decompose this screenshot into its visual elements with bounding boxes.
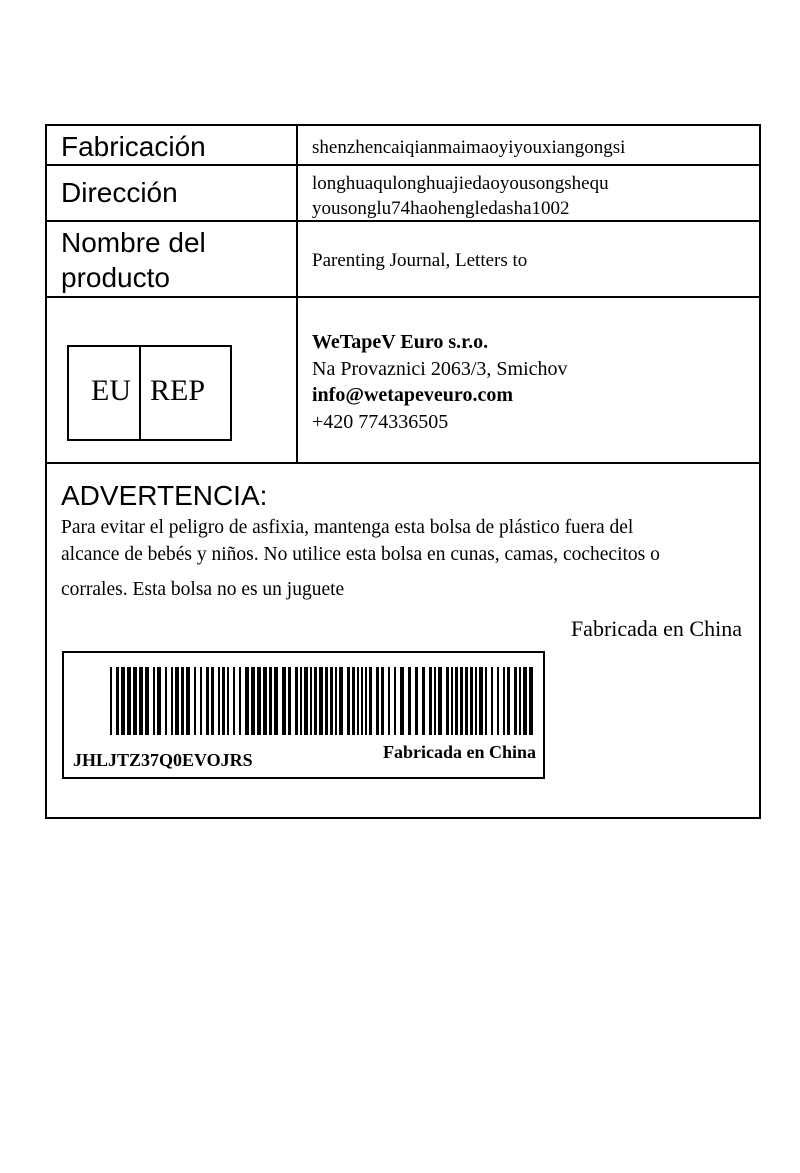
made-in-text: Fabricada en China [570, 616, 742, 641]
divider [47, 164, 759, 166]
divider [47, 220, 759, 222]
column-divider [296, 126, 298, 462]
eu-rep-phone: +420 774336505 [312, 410, 449, 433]
product-name-label-line-1: Nombre del [61, 227, 206, 258]
product-label [45, 124, 761, 819]
manufacturer-label: Fabricación [61, 131, 206, 162]
barcode-caption: Fabricada en China [382, 742, 536, 762]
eu-rep-symbol [67, 345, 232, 441]
manufacturer-value: shenzhencaiqianmaimaoyiyouxiangongsi [312, 137, 626, 158]
barcode-box [62, 651, 545, 779]
warning-title: ADVERTENCIA: [61, 480, 268, 511]
eu-rep-symbol-divider [139, 347, 141, 439]
eu-rep-company: WeTapeV Euro s.r.o. [312, 331, 489, 353]
barcode-number: JHLJTZ37Q0EVOJRS [73, 750, 253, 770]
eu-rep-address: Na Provaznici 2063/3, Smichov [312, 357, 568, 380]
eu-rep-symbol-rep: REP [150, 374, 206, 407]
address-line-2: yousonglu74haohengledasha1002 [312, 198, 570, 219]
warning-line-2: alcance de bebés y niños. No utilice esta bolsa en cunas, camas, cochecitos o [61, 544, 660, 565]
eu-rep-details [312, 329, 568, 435]
barcode-icon [110, 667, 538, 735]
product-name-label-line-2: producto [61, 262, 170, 293]
product-name-value: Parenting Journal, Letters to [312, 250, 528, 271]
divider [47, 296, 759, 298]
address-line-1: longhuaqulonghuajiedaoyousongshequ [312, 173, 609, 194]
warning-line-1: Para evitar el peligro de asfixia, mantenga esta bolsa de plástico fuera del [61, 517, 634, 538]
address-label: Dirección [61, 177, 178, 208]
eu-rep-symbol-eu: EU [91, 374, 131, 407]
divider [47, 462, 759, 464]
eu-rep-email: info@wetapeveuro.com [312, 384, 513, 406]
warning-line-3: corrales. Esta bolsa no es un juguete [61, 579, 345, 600]
